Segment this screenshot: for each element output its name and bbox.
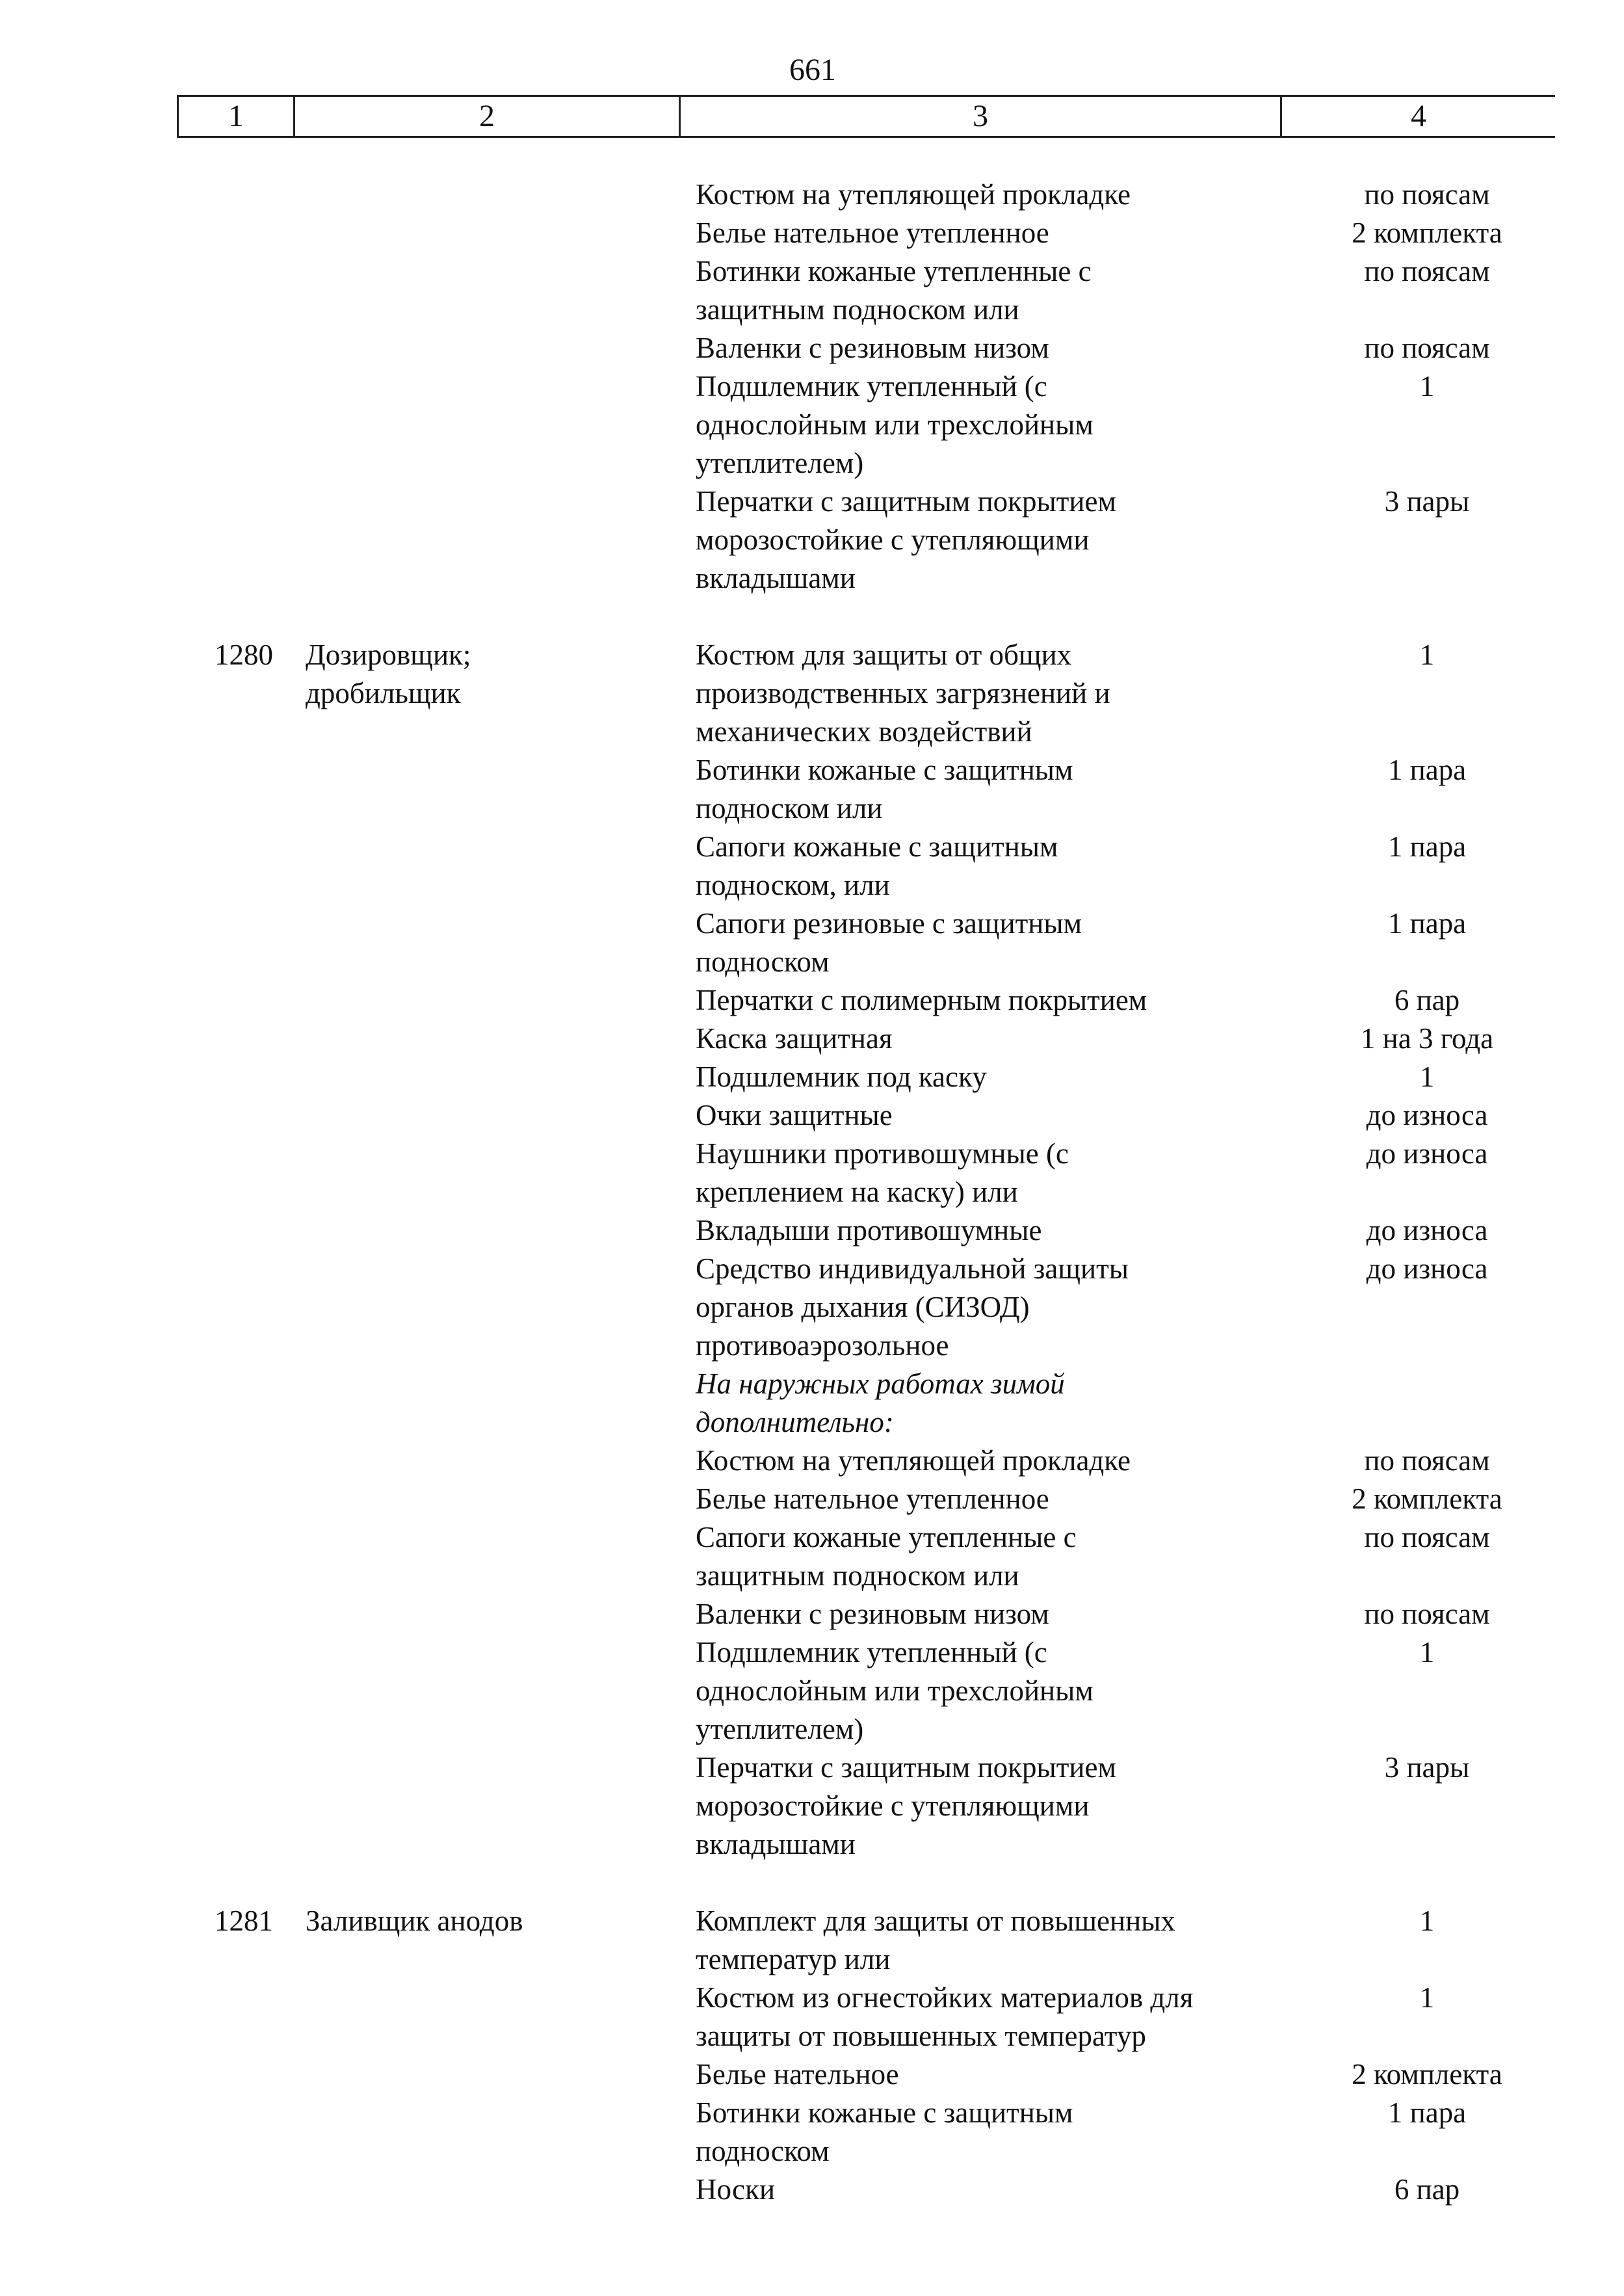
- ppe-item-name: [696, 329, 1281, 367]
- ppe-item-name: [696, 2094, 1281, 2171]
- ppe-item-name: [696, 636, 1281, 751]
- ppe-item-line: Сапоги резиновые с защитным: [696, 907, 1082, 940]
- ppe-item-line: Очки защитные: [696, 1099, 893, 1131]
- ppe-item-line: дополнительно:: [696, 1406, 894, 1438]
- ppe-item-quantity: 2 комплекта: [1352, 2058, 1502, 2091]
- ppe-item-quantity: 1: [1419, 1981, 1435, 2014]
- ppe-item-name: [696, 176, 1281, 214]
- subheading: [696, 1365, 1281, 1442]
- ppe-item-name: [696, 1096, 1281, 1135]
- ppe-item-line: Носки: [696, 2173, 776, 2206]
- ppe-item-quantity: по поясам: [1364, 332, 1490, 364]
- profession-line: Заливщик анодов: [306, 1905, 523, 1937]
- ppe-item-line: Сапоги кожаные с защитным: [696, 830, 1058, 863]
- ppe-item-line: Средство индивидуальной защиты: [696, 1252, 1129, 1285]
- ppe-item-name: [696, 751, 1281, 828]
- ppe-item-line: Костюм на утепляющей прокладке: [696, 178, 1131, 211]
- profession-line: Дозировщик;: [306, 639, 471, 671]
- ppe-item-line: Комплект для защиты от повышенных: [696, 1905, 1175, 1937]
- ppe-item-name: [696, 1902, 1281, 1979]
- ppe-item-line: однослойным или трехслойным: [696, 1674, 1094, 1707]
- ppe-item-quantity: до износа: [1366, 1099, 1488, 1131]
- ppe-item-quantity: 6 пар: [1394, 984, 1460, 1016]
- ppe-item-name: [696, 1211, 1281, 1250]
- ppe-item-quantity: до износа: [1366, 1214, 1488, 1247]
- ppe-item-line: подноском или: [696, 792, 883, 825]
- ppe-item-quantity: по поясам: [1364, 1521, 1490, 1553]
- ppe-item-name: [696, 1250, 1281, 1365]
- ppe-item-quantity: 1: [1419, 1905, 1435, 1937]
- ppe-item-line: Перчатки с полимерным покрытием: [696, 984, 1147, 1016]
- ppe-item-line: Подшлемник утепленный (с: [696, 1636, 1047, 1669]
- ppe-item-name: [696, 367, 1281, 482]
- ppe-item-line: вкладышами: [696, 1828, 856, 1860]
- ppe-item-line: Ботинки кожаные с защитным: [696, 754, 1073, 786]
- ppe-item-name: [696, 828, 1281, 904]
- table-header: [177, 95, 1555, 138]
- ppe-item-line: органов дыхания (СИЗОД): [696, 1291, 1030, 1323]
- ppe-item-line: Белье нательное утепленное: [696, 217, 1049, 249]
- ppe-item-line: Подшлемник утепленный (с: [696, 370, 1047, 402]
- ppe-item-quantity: 1: [1419, 639, 1435, 671]
- ppe-item-name: [696, 1518, 1281, 1595]
- ppe-item-name: [696, 2055, 1281, 2094]
- ppe-item-quantity: 1 на 3 года: [1360, 1022, 1494, 1055]
- ppe-item-line: Перчатки с защитным покрытием: [696, 485, 1116, 518]
- ppe-item-name: [696, 1442, 1281, 1480]
- ppe-item-line: морозостойкие с утепляющими: [696, 523, 1090, 556]
- ppe-item-line: защитным подноском или: [696, 1559, 1019, 1592]
- header-col-3: 3: [681, 97, 1282, 136]
- ppe-item-name: [696, 1595, 1281, 1633]
- ppe-item-line: противоаэрозольное: [696, 1329, 949, 1362]
- ppe-item-line: Валенки с резиновым низом: [696, 332, 1049, 364]
- ppe-item-quantity: по поясам: [1364, 1444, 1490, 1477]
- ppe-item-line: Ботинки кожаные утепленные с: [696, 255, 1092, 287]
- ppe-item-line: утеплителем): [696, 1713, 864, 1745]
- ppe-item-line: температур или: [696, 1943, 891, 1975]
- ppe-item-name: [696, 1748, 1281, 1864]
- ppe-item-line: подноском: [696, 945, 830, 978]
- ppe-item-line: защитным подноском или: [696, 293, 1019, 326]
- ppe-item-name: [696, 1020, 1281, 1058]
- ppe-item-quantity: 1: [1419, 1636, 1435, 1669]
- ppe-item-quantity: 6 пар: [1394, 2173, 1460, 2206]
- ppe-item-line: Вкладыши противошумные: [696, 1214, 1042, 1247]
- ppe-item-line: подноском: [696, 2135, 830, 2167]
- row-number: 1280: [215, 639, 273, 671]
- ppe-item-line: утеплителем): [696, 447, 864, 479]
- ppe-item-quantity: 3 пары: [1384, 1751, 1470, 1784]
- ppe-item-quantity: до износа: [1366, 1137, 1488, 1170]
- ppe-item-quantity: до износа: [1366, 1252, 1488, 1285]
- ppe-item-name: [696, 252, 1281, 329]
- ppe-item-name: [696, 981, 1281, 1020]
- ppe-item-quantity: 2 комплекта: [1352, 1483, 1502, 1515]
- ppe-item-line: вкладышами: [696, 562, 856, 594]
- ppe-item-line: подноском, или: [696, 869, 890, 901]
- ppe-item-line: Ботинки кожаные с защитным: [696, 2096, 1073, 2129]
- header-col-1: 1: [177, 97, 295, 136]
- profession-name: [306, 1902, 670, 1940]
- ppe-item-line: Костюм на утепляющей прокладке: [696, 1444, 1131, 1477]
- header-col-2: 2: [295, 97, 681, 136]
- ppe-item-name: [696, 2171, 1281, 2209]
- ppe-item-line: однослойным или трехслойным: [696, 408, 1094, 441]
- ppe-item-line: Белье нательное утепленное: [696, 1483, 1049, 1515]
- ppe-item-line: На наружных работах зимой: [696, 1367, 1065, 1400]
- ppe-item-name: [696, 214, 1281, 252]
- ppe-item-name: [696, 482, 1281, 598]
- ppe-item-line: Белье нательное: [696, 2058, 899, 2091]
- ppe-item-line: механических воздействий: [696, 715, 1032, 748]
- row-number: 1281: [215, 1905, 273, 1937]
- ppe-item-line: Валенки с резиновым низом: [696, 1598, 1049, 1630]
- ppe-item-line: Сапоги кожаные утепленные с: [696, 1521, 1077, 1553]
- header-col-4: 4: [1411, 99, 1426, 133]
- ppe-item-line: защиты от повышенных температур: [696, 2020, 1146, 2052]
- ppe-item-quantity: 1: [1419, 1061, 1435, 1093]
- ppe-item-name: [696, 1979, 1281, 2055]
- ppe-item-quantity: по поясам: [1364, 255, 1490, 287]
- ppe-item-quantity: 1 пара: [1387, 2096, 1467, 2129]
- ppe-item-line: производственных загрязнений и: [696, 677, 1110, 709]
- ppe-item-line: Перчатки с защитным покрытием: [696, 1751, 1116, 1784]
- ppe-item-line: Костюм для защиты от общих: [696, 639, 1072, 671]
- ppe-item-quantity: по поясам: [1364, 1598, 1490, 1630]
- ppe-item-quantity: по поясам: [1364, 178, 1490, 211]
- ppe-item-quantity: 1 пара: [1387, 754, 1467, 786]
- ppe-item-line: Костюм из огнестойких материалов для: [696, 1981, 1194, 2014]
- ppe-item-quantity: 1 пара: [1387, 907, 1467, 940]
- ppe-item-line: Наушники противошумные (с: [696, 1137, 1069, 1170]
- ppe-item-line: креплением на каску) или: [696, 1176, 1018, 1208]
- ppe-item-name: [696, 904, 1281, 981]
- ppe-item-quantity: 1 пара: [1387, 830, 1467, 863]
- page-number: 661: [789, 53, 836, 87]
- ppe-item-line: Каска защитная: [696, 1022, 893, 1055]
- ppe-item-line: морозостойкие с утепляющими: [696, 1789, 1090, 1822]
- ppe-item-line: Подшлемник под каску: [696, 1061, 987, 1093]
- ppe-item-name: [696, 1135, 1281, 1211]
- ppe-item-name: [696, 1480, 1281, 1518]
- ppe-item-name: [696, 1633, 1281, 1748]
- ppe-item-quantity: 1: [1419, 370, 1435, 402]
- profession-name: [306, 636, 670, 713]
- ppe-item-quantity: 2 комплекта: [1352, 217, 1502, 249]
- ppe-item-name: [696, 1058, 1281, 1096]
- profession-line: дробильщик: [306, 677, 461, 709]
- ppe-item-quantity: 3 пары: [1384, 485, 1470, 518]
